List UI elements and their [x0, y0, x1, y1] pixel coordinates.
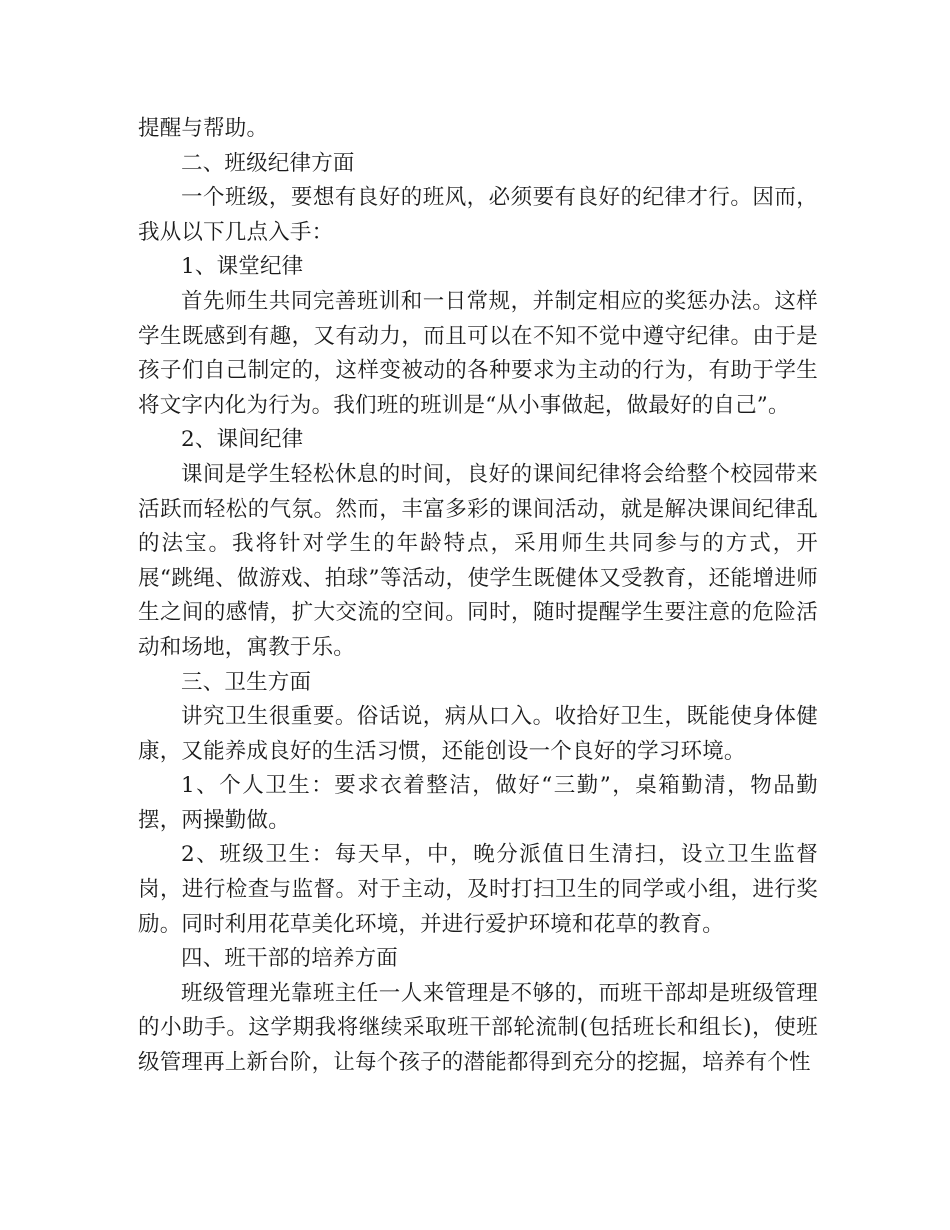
section-heading: 四、班干部的培养方面 [181, 946, 399, 972]
section-heading: 三、卫生方面 [181, 669, 312, 695]
paragraph: 提醒与帮助。 [138, 116, 269, 141]
section-heading: 二、班级纪律方面 [181, 150, 355, 176]
paragraph: 1、个人卫生：要求衣着整洁，做好“三勤”，桌箱勤清，物品勤摆，两操勤做。 [138, 773, 818, 833]
paragraph: 一个班级，要想有良好的班风，必须要有良好的纪律才行。因而，我从以下几点入手： [138, 185, 818, 245]
paragraph: 课间是学生轻松休息的时间，良好的课间纪律将会给整个校园带来活跃而轻松的气氛。然而，丰富多彩的课间活动，就是解决课间纪律乱的法宝。我将针对学生的年龄特点，采用师生共同参与的方式，开展“跳绳、做游戏、拍球”等活动，使学生既健体又受教育，还能增进师生之间的感情，扩大交流的空间。同时，随时提醒学生要注意的危险活动和场地，寓教于乐。 [138, 461, 818, 660]
paragraph: 首先师生共同完善班训和一日常规，并制定相应的奖惩办法。这样学生既感到有趣，又有动力，而且可以在不知不觉中遵守纪律。由于是孩子们自己制定的，这样变被动的各种要求为主动的行为，有助于学生将文字内化为行为。我们班的班训是“从小事做起，做最好的自己”。 [138, 288, 818, 418]
paragraph: 2、班级卫生：每天早，中，晚分派值日生清扫，设立卫生监督岗，进行检查与监督。对于主动，及时打扫卫生的同学或小组，进行奖励。同时利用花草美化环境，并进行爱护环境和花草的教育。 [138, 842, 818, 937]
paragraph: 讲究卫生很重要。俗话说，病从口入。收拾好卫生，既能使身体健康，又能养成良好的生活习惯，还能创设一个良好的学习环境。 [138, 704, 818, 764]
paragraph: 班级管理光靠班主任一人来管理是不够的，而班干部却是班级管理的小助手。这学期我将继续采取班干部轮流制(包括班长和组长)，使班级管理再上新台阶，让每个孩子的潜能都得到充分的挖掘，培养有个性 [138, 980, 818, 1076]
section-heading: 1、课堂纪律 [181, 254, 304, 280]
document-body [138, 112, 818, 1081]
section-heading: 2、课间纪律 [181, 427, 304, 453]
